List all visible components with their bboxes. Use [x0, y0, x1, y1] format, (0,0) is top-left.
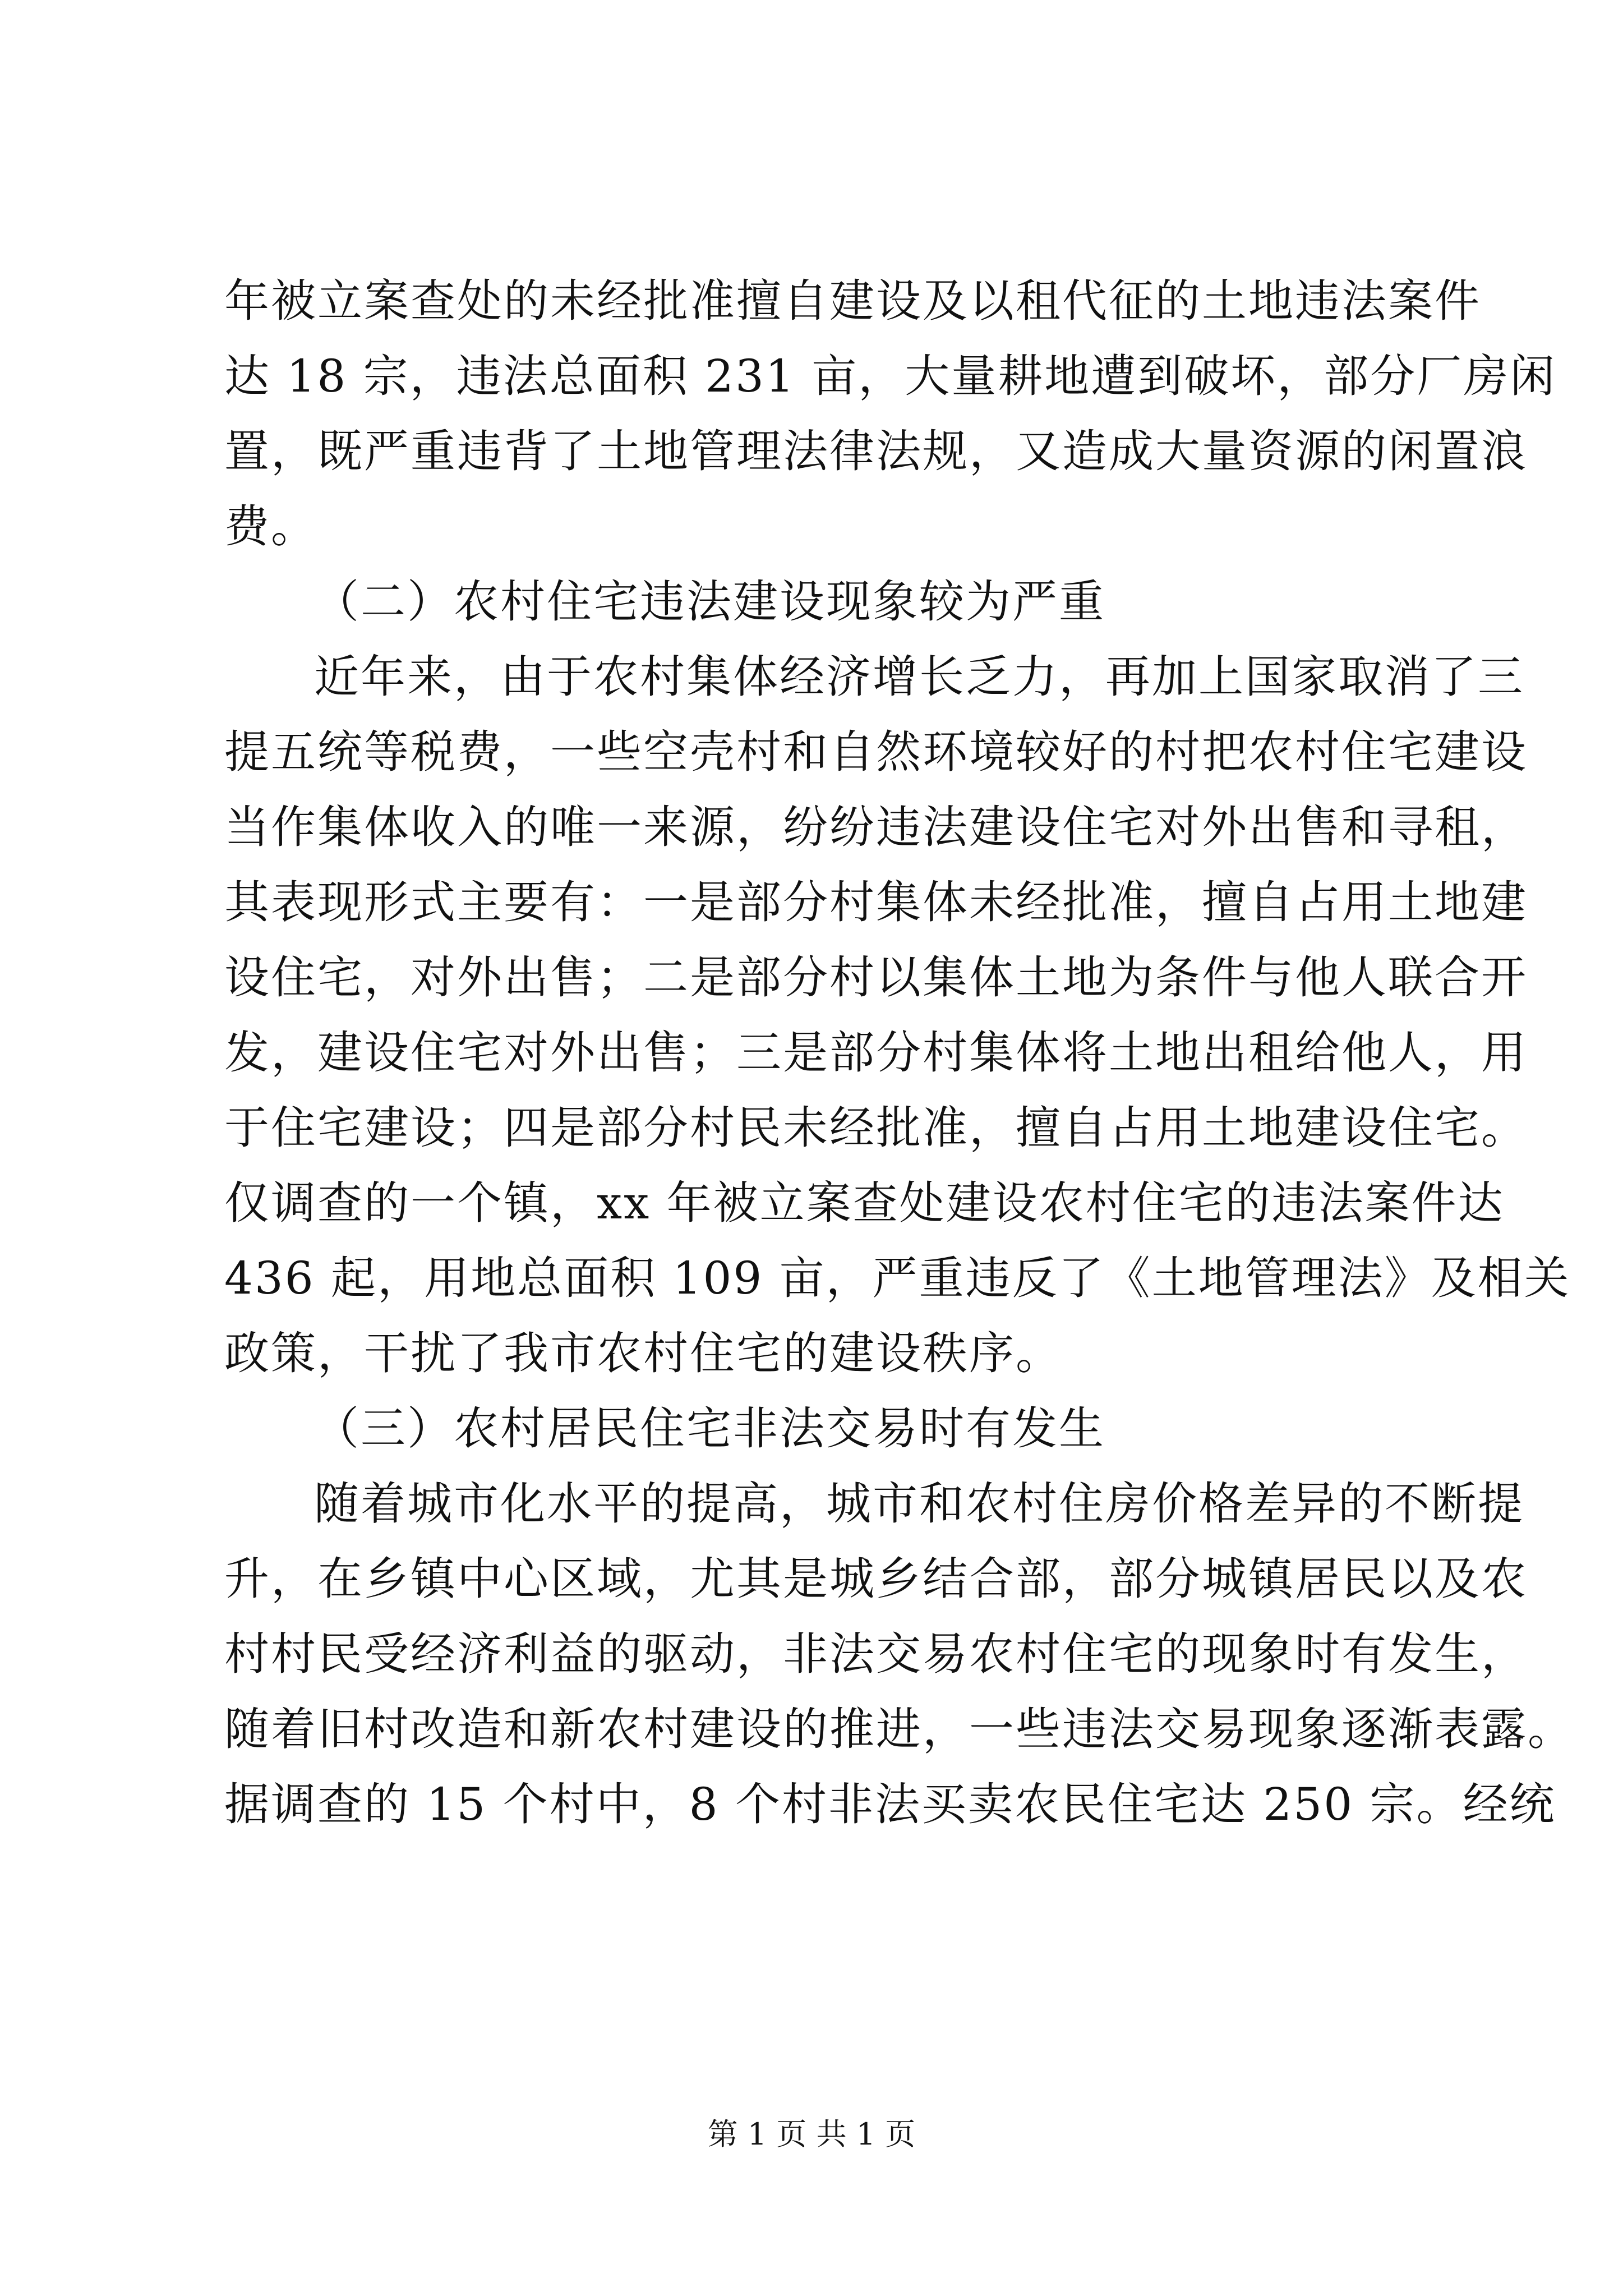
text-line: 于住宅建设；四是部分村民未经批准，擅自占用土地建设住宅。: [224, 1102, 1528, 1154]
text-line: 436 起，用地总面积 109 亩，严重违反了《土地管理法》及相关: [224, 1252, 1571, 1304]
text-line: 置，既严重违背了土地管理法律法规，又造成大量资源的闲置浪: [224, 425, 1528, 477]
text-line: 费。: [224, 500, 317, 553]
text-line: 据调查的 15 个村中，8 个村非法买卖农民住宅达 250 宗。经统: [224, 1778, 1556, 1830]
body-text: [224, 264, 1574, 1842]
text-line: 发，建设住宅对外出售；三是部分村集体将土地出租给他人，用: [224, 1027, 1528, 1079]
text-line: 提五统等税费，一些空壳村和自然环境较好的村把农村住宅建设: [224, 726, 1528, 778]
text-line: 政策，干扰了我市农村住宅的建设秩序。: [224, 1327, 1062, 1379]
paragraph-first-line: 近年来，由于农村集体经济增长乏力，再加上国家取消了三: [314, 651, 1524, 703]
text-line: 仅调查的一个镇，xx 年被立案查处建设农村住宅的违法案件达: [224, 1177, 1505, 1229]
text-line: 当作集体收入的唯一来源，纷纷违法建设住宅对外出售和寻租，: [224, 801, 1528, 853]
text-line: 达 18 宗，违法总面积 231 亩，大量耕地遭到破坏，部分厂房闲: [224, 350, 1557, 402]
section-heading: （三）农村居民住宅非法交易时有发生: [314, 1402, 1105, 1455]
page-footer: 第 1 页 共 1 页: [707, 2116, 916, 2152]
text-line: 其表现形式主要有：一是部分村集体未经批准，擅自占用土地建: [224, 876, 1528, 928]
text-line: 村村民受经济利益的驱动，非法交易农村住宅的现象时有发生，: [224, 1628, 1528, 1680]
section-heading: （二）农村住宅违法建设现象较为严重: [314, 576, 1105, 628]
text-line: 升，在乡镇中心区域，尤其是城乡结合部，部分城镇居民以及农: [224, 1553, 1528, 1605]
text-line: 随着旧村改造和新农村建设的推进，一些违法交易现象逐渐表露。: [224, 1703, 1574, 1755]
text-line: 年被立案查处的未经批准擅自建设及以租代征的土地违法案件: [224, 275, 1481, 327]
paragraph-first-line: 随着城市化水平的提高，城市和农村住房价格差异的不断提: [314, 1478, 1524, 1530]
text-line: 设住宅，对外出售；二是部分村以集体土地为条件与他人联合开: [224, 951, 1528, 1004]
